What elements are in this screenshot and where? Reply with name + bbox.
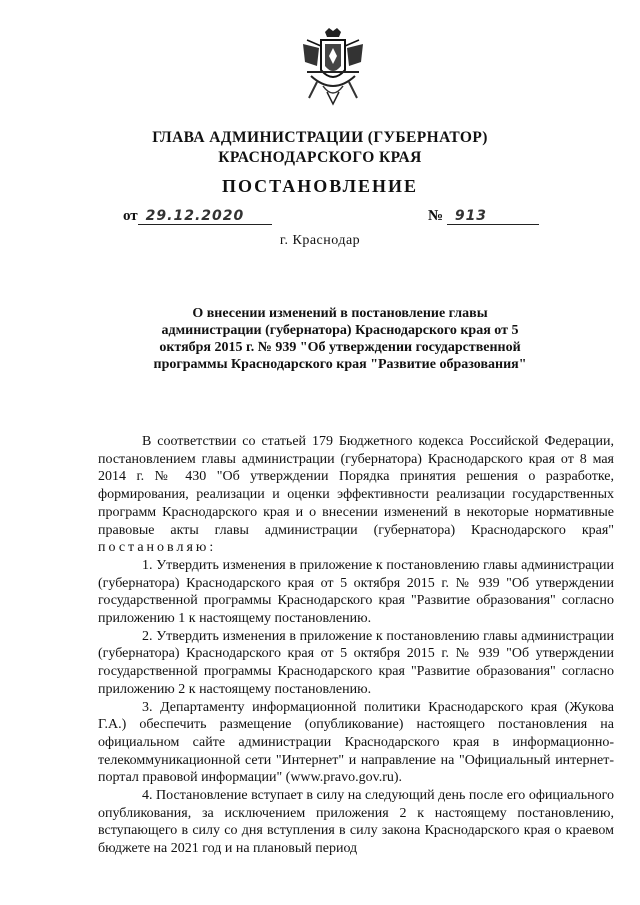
document-body bbox=[98, 433, 614, 858]
date-field bbox=[123, 208, 272, 225]
preamble-paragraph bbox=[98, 433, 614, 557]
date-label: от bbox=[123, 208, 138, 224]
document-subject: О внесении изменений в постановление главы администрации (губернатора) Краснодарского края от 5 октября 2015 г. № 939 "Об утверждении государственной программы Краснодарского края "Развитие образования" bbox=[153, 306, 527, 372]
city-line: г. Краснодар bbox=[279, 233, 361, 248]
item-paragraph: 1. Утвердить изменения в приложение к постановлению главы администрации (губернатора) Краснодарского края от 5 октября 2015 г. № 939 "Об утверждении государственной программы Краснодарского края "Развитие образования" согласно приложению 1 к настоящему постановлению. bbox=[98, 557, 614, 627]
document-type-title: ПОСТАНОВЛЕНИЕ bbox=[221, 176, 419, 196]
item-paragraph: 3. Департаменту информационной политики Краснодарского края (Жукова Г.А.) обеспечить размещение (опубликование) настоящего постановления на официальном сайте администрации Краснодарского края в информационно-телекоммуникационной сети "Интернет" и направление на "Официальный интернет-портал правовой информации" (www.pravo.gov.ru). bbox=[98, 699, 614, 786]
issuer-line-2: КРАСНОДАРСКОГО КРАЯ bbox=[218, 149, 422, 166]
issuer-line-1: ГЛАВА АДМИНИСТРАЦИИ (ГУБЕРНАТОР) bbox=[152, 129, 488, 146]
number-label: № bbox=[428, 208, 444, 224]
item-paragraph: 4. Постановление вступает в силу на следующий день после его официального опубликования, за исключением приложения 2 к настоящему постановлению, вступающего в силу со дня вступления в силу закона Краснодарского края о краевом бюджете на 2021 год и на плановый период bbox=[98, 788, 614, 857]
item-paragraph: 2. Утвердить изменения в приложение к постановлению главы администрации (губернатора) Краснодарского края от 5 октября 2015 г. № 939 "Об утверждении государственной программы Краснодарского края "Развитие образования" согласно приложению 2 к настоящему постановлению. bbox=[98, 628, 614, 697]
handwritten-number: 913 bbox=[447, 208, 539, 225]
coat-of-arms-emblem bbox=[297, 26, 369, 106]
number-field bbox=[428, 208, 539, 225]
decree-word: постановляю: bbox=[98, 540, 217, 556]
preamble-text: В соответствии со статьей 179 Бюджетного кодекса Российской Федерации, постановлением главы администрации (губернатора) Краснодарского края от 8 мая 2014 г. № 430 "Об утверждении Порядка принятия решения о разработке, формирования, реализации и оценки эффективности реализации государственных программ Краснодарского края и о внесении изменений в некоторые нормативные правовые акты главы администрации (губернатора) Краснодарского края" bbox=[98, 434, 614, 538]
handwritten-date: 29.12.2020 bbox=[138, 208, 272, 225]
